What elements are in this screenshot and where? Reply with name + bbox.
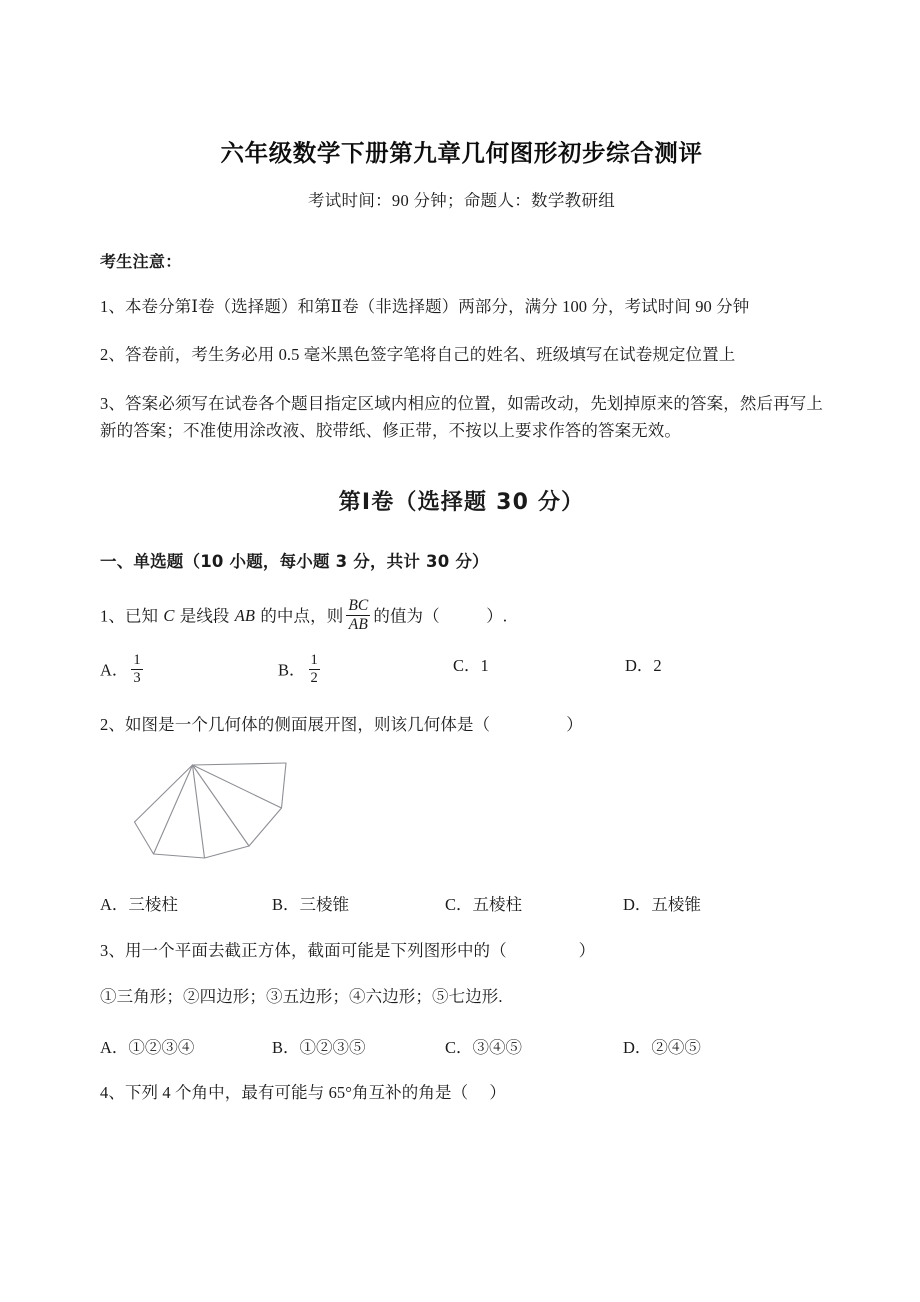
question-1-option-b-label: B． (278, 660, 306, 680)
figure-ray-1 (135, 765, 193, 822)
question-3-option-d-value: ②④⑤ (651, 1037, 701, 1057)
question-1-option-c-value: 1 (480, 655, 489, 675)
fan-shaped-lateral-unfolding-diagram (133, 750, 333, 868)
question-3-option-b-label: B． (272, 1037, 300, 1057)
question-2-option-b-value: 三棱锥 (299, 895, 350, 915)
question-2-text (100, 686, 823, 738)
figure-ray-5 (193, 765, 282, 808)
exam-subtitle: 考试时间：90 分钟；命题人：数学教研组 (307, 190, 616, 210)
question-3-option-d[interactable] (623, 1035, 701, 1061)
question-1-option-d-label: D． (625, 655, 654, 675)
question-1-option-c[interactable] (453, 653, 625, 679)
question-3-number: 3、 (100, 940, 125, 960)
question-2-option-c-label: C． (445, 895, 473, 915)
question-2-option-a-value: 三棱柱 (128, 895, 178, 915)
question-1-option-c-label: C． (453, 655, 481, 675)
question-2-option-a-label: A． (100, 895, 129, 915)
notice-heading: 考生注意： (100, 251, 182, 271)
question-1-fraction-denominator: AB (346, 615, 370, 633)
question-4-paren-close: ） (489, 1083, 506, 1103)
question-2-option-c-value: 五棱柱 (472, 895, 523, 915)
question-4-text (100, 1060, 823, 1106)
question-1-part-a: 已知 (124, 606, 163, 626)
question-3-paren-close: ） (578, 940, 596, 960)
question-3-option-b-value: ①②③⑤ (299, 1037, 366, 1057)
question-3-option-a-label: A． (100, 1037, 129, 1057)
notice-item-2: 2、答卷前，考生务必用 0.5 毫米黑色签字笔将自己的姓名、班级填写在试卷规定位置上 (100, 345, 736, 365)
question-1-option-a-denominator: 3 (133, 669, 141, 686)
question-2-option-d-label: D． (623, 895, 652, 915)
question-1-option-b[interactable] (278, 653, 453, 686)
question-1-number: 1、 (100, 606, 125, 626)
question-3-text (100, 918, 823, 964)
question-1-option-d-value: 2 (653, 655, 662, 675)
question-3-option-d-label: D． (623, 1037, 652, 1057)
question-3-option-a-value: ①②③④ (128, 1037, 195, 1057)
question-1-variable-ab: AB (234, 606, 256, 626)
notice-item-1: 1、本卷分第Ⅰ卷（选择题）和第Ⅱ卷（非选择题）两部分，满分 100 分，考试时间 90 分钟 (100, 296, 750, 316)
figure-base-polyline (135, 763, 287, 858)
question-3-option-c-value: ③④⑤ (472, 1037, 523, 1057)
page-bottom-whitespace (100, 1107, 823, 1287)
question-2-figure (100, 738, 823, 868)
question-2-option-d-value: 五棱锥 (651, 895, 701, 915)
question-1-option-a[interactable] (100, 653, 278, 686)
question-1-option-b-numerator: 1 (310, 651, 318, 668)
question-1-option-b-denominator: 2 (310, 669, 318, 686)
question-2-paren-close: ） (566, 715, 583, 735)
question-2-option-c[interactable] (445, 892, 623, 918)
question-1-text (100, 572, 823, 633)
question-3-options (100, 1011, 823, 1061)
question-2-option-d[interactable] (623, 892, 701, 918)
question-2-options (100, 868, 823, 918)
question-2-body: 如图是一个几何体的侧面展开图，则该几何体是（ (124, 715, 491, 735)
question-3-option-b[interactable] (272, 1035, 445, 1061)
question-1-option-a-numerator: 1 (133, 651, 141, 668)
question-1-part-c: 的中点，则 (256, 606, 344, 626)
question-2-option-b[interactable] (272, 892, 445, 918)
question-2-option-a[interactable] (100, 892, 272, 918)
question-3-subitems: ①三角形；②四边形；③五边形；④六边形；⑤七边形. (100, 987, 503, 1007)
question-1-variable-c: C (163, 606, 175, 626)
question-3-option-a[interactable] (100, 1035, 272, 1061)
notice-item-3: 3、答案必须写在试卷各个题目指定区域内相应的位置，如需改动，先划掉原来的答案，然后再写上新的答案；不准使用涂改液、胶带纸、修正带，不按以上要求作答的答案无效。 (100, 394, 823, 440)
question-3-body: 用一个平面去截正方体，截面可能是下列图形中的（ (124, 940, 507, 960)
question-1-options (100, 633, 823, 686)
question-1-fraction (346, 598, 370, 633)
figure-ray-6 (193, 763, 287, 765)
question-1-option-a-label: A． (100, 660, 129, 680)
question-1-part-d: 的值为（ (373, 606, 440, 626)
question-1-paren-close: ）. (486, 606, 508, 626)
figure-ray-2 (154, 765, 193, 854)
section-heading-single-choice: 一、单选题（10 小题，每小题 3 分，共计 30 分） (100, 551, 489, 571)
question-2-number: 2、 (100, 715, 125, 735)
page-title: 六年级数学下册第九章几何图形初步综合测评 (220, 139, 703, 167)
question-4-body: 下列 4 个角中，最有可能与 65°角互补的角是（ (124, 1083, 469, 1103)
question-4-number: 4、 (100, 1083, 125, 1103)
question-2-option-b-label: B． (272, 895, 300, 915)
question-1-fraction-numerator: BC (348, 596, 369, 614)
question-1-option-d[interactable] (625, 653, 662, 679)
question-3-option-c[interactable] (445, 1035, 623, 1061)
part-one-heading: 第Ⅰ卷（选择题 30 分） (338, 489, 585, 515)
question-3-option-c-label: C． (445, 1037, 473, 1057)
question-1-part-b: 是线段 (175, 606, 234, 626)
question-1-option-b-fraction (309, 653, 320, 686)
page-content (100, 0, 823, 1287)
question-1-option-a-fraction (131, 653, 142, 686)
